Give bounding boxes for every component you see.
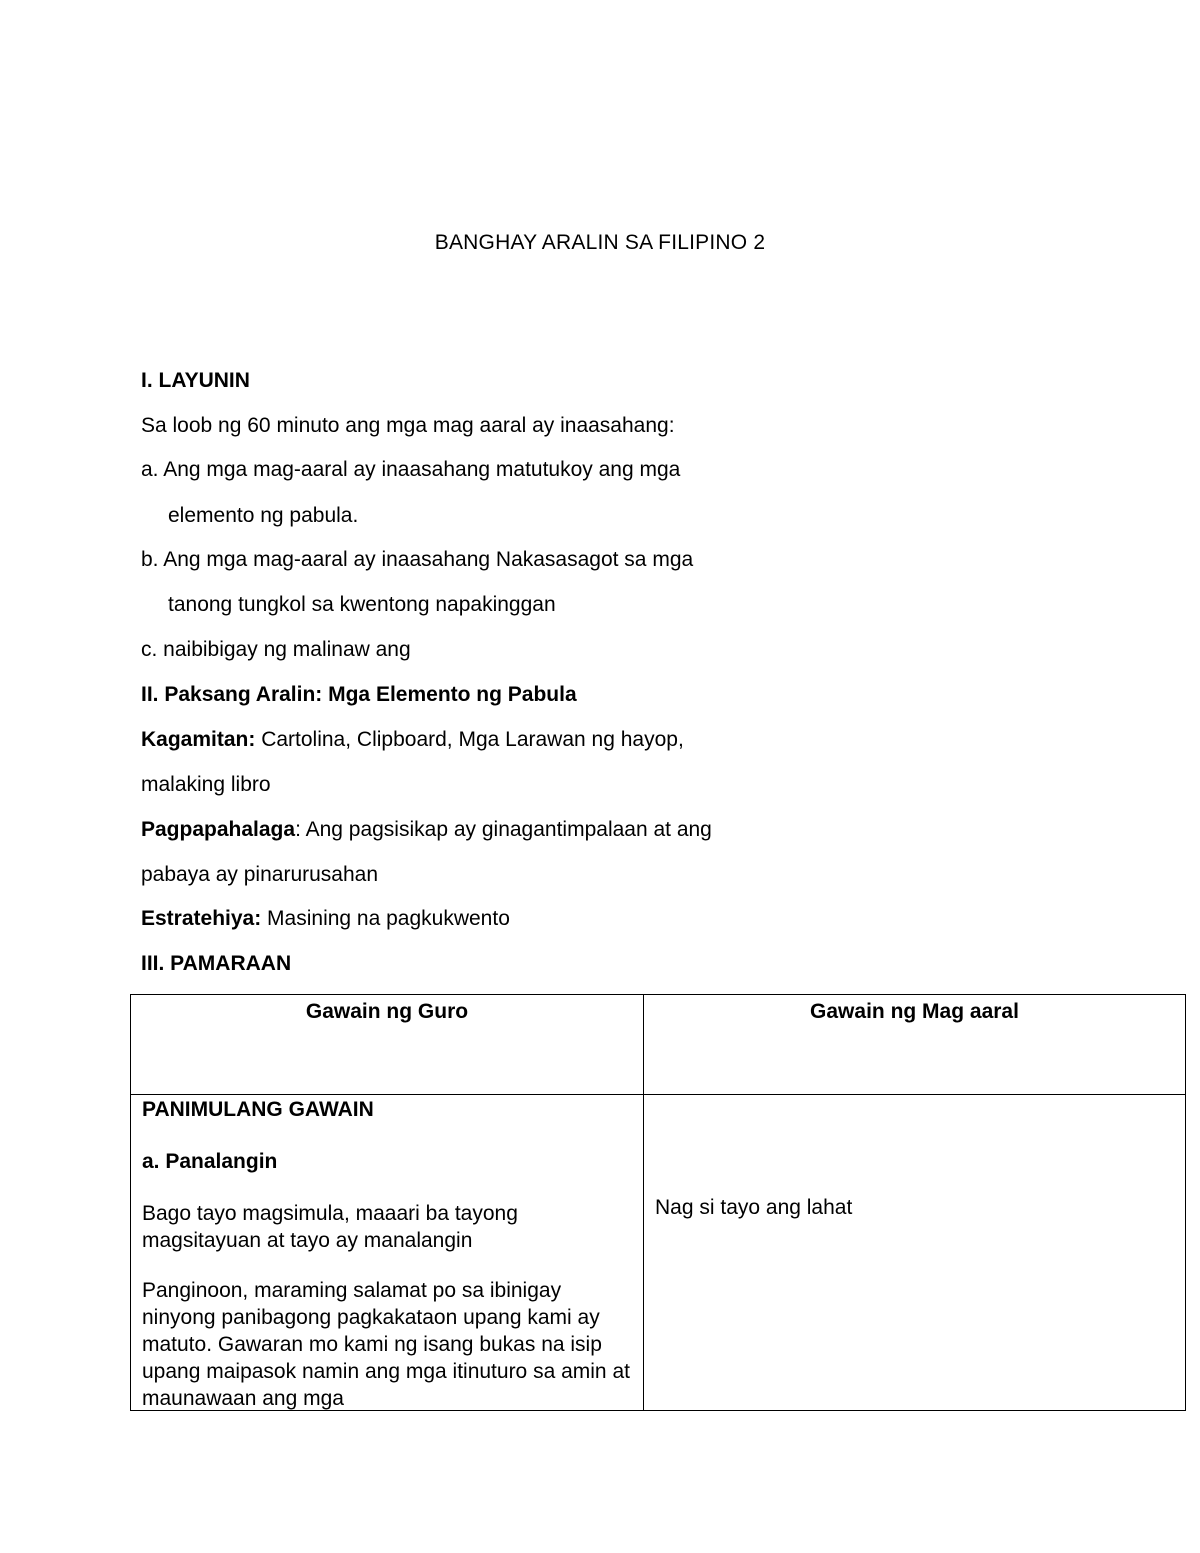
- kagamitan-label: Kagamitan:: [141, 728, 256, 751]
- header-gawain-guro: Gawain ng Guro: [131, 995, 644, 1095]
- panimulang-gawain-heading: PANIMULANG GAWAIN: [142, 1098, 374, 1121]
- table-header-row: [131, 995, 1186, 1095]
- paksa-heading: II. Paksang Aralin: Mga Elemento ng Pabula: [141, 683, 577, 706]
- kagamitan-continuation: malaking libro: [141, 773, 271, 796]
- prayer-paragraph: Panginoon, maraming salamat po sa ibinigay ninyong panibagong pagkakataon upang kami ay matuto. Gawaran mo kami ng isang bukas na isip upang maipasok namin ang mga itinuturo sa amin at maunawaan ang mga: [142, 1279, 630, 1410]
- layunin-item-b-line1: b. Ang mga mag-aaral ay inaasahang Nakasasagot sa mga: [141, 548, 694, 571]
- pagpapahalaga-continuation: pabaya ay pinarurusahan: [141, 863, 379, 886]
- layunin-item-a-line2: elemento ng pabula.: [168, 504, 359, 527]
- estratehiya-line: [141, 905, 510, 933]
- layunin-heading: I. LAYUNIN: [141, 369, 250, 392]
- pamaraan-heading: III. PAMARAAN: [141, 952, 292, 975]
- mag-aaral-cell: [644, 1095, 1186, 1411]
- document-title: BANGHAY ARALIN SA FILIPINO 2: [434, 231, 766, 254]
- panalangin-heading: a. Panalangin: [142, 1150, 278, 1173]
- layunin-item-c: c. naibibigay ng malinaw ang: [141, 638, 411, 661]
- header-gawain-mag-aaral: Gawain ng Mag aaral: [644, 995, 1186, 1095]
- layunin-item-a-line1: a. Ang mga mag-aaral ay inaasahang matutukoy ang mga: [141, 458, 681, 481]
- kagamitan-line: [141, 726, 684, 754]
- pamaraan-table: [130, 994, 1186, 1411]
- kagamitan-value: Cartolina, Clipboard, Mga Larawan ng hayop,: [255, 728, 684, 751]
- mag-aaral-response: Nag si tayo ang lahat: [655, 1196, 853, 1219]
- pagpapahalaga-label: Pagpapahalaga: [141, 818, 296, 841]
- layunin-intro: Sa loob ng 60 minuto ang mga mag aaral ay inaasahang:: [141, 414, 675, 437]
- pagpapahalaga-value: : Ang pagsisikap ay ginagantimpalaan at ang: [295, 818, 712, 841]
- guro-instruction-paragraph: Bago tayo magsimula, maaari ba tayong magsitayuan at tayo ay manalangin: [142, 1202, 518, 1252]
- pagpapahalaga-line: [141, 816, 712, 844]
- table-row: [131, 1095, 1186, 1411]
- guro-cell: [131, 1095, 644, 1411]
- estratehiya-label: Estratehiya:: [141, 907, 262, 930]
- estratehiya-value: Masining na pagkukwento: [261, 907, 510, 930]
- layunin-item-b-line2: tanong tungkol sa kwentong napakinggan: [168, 593, 556, 616]
